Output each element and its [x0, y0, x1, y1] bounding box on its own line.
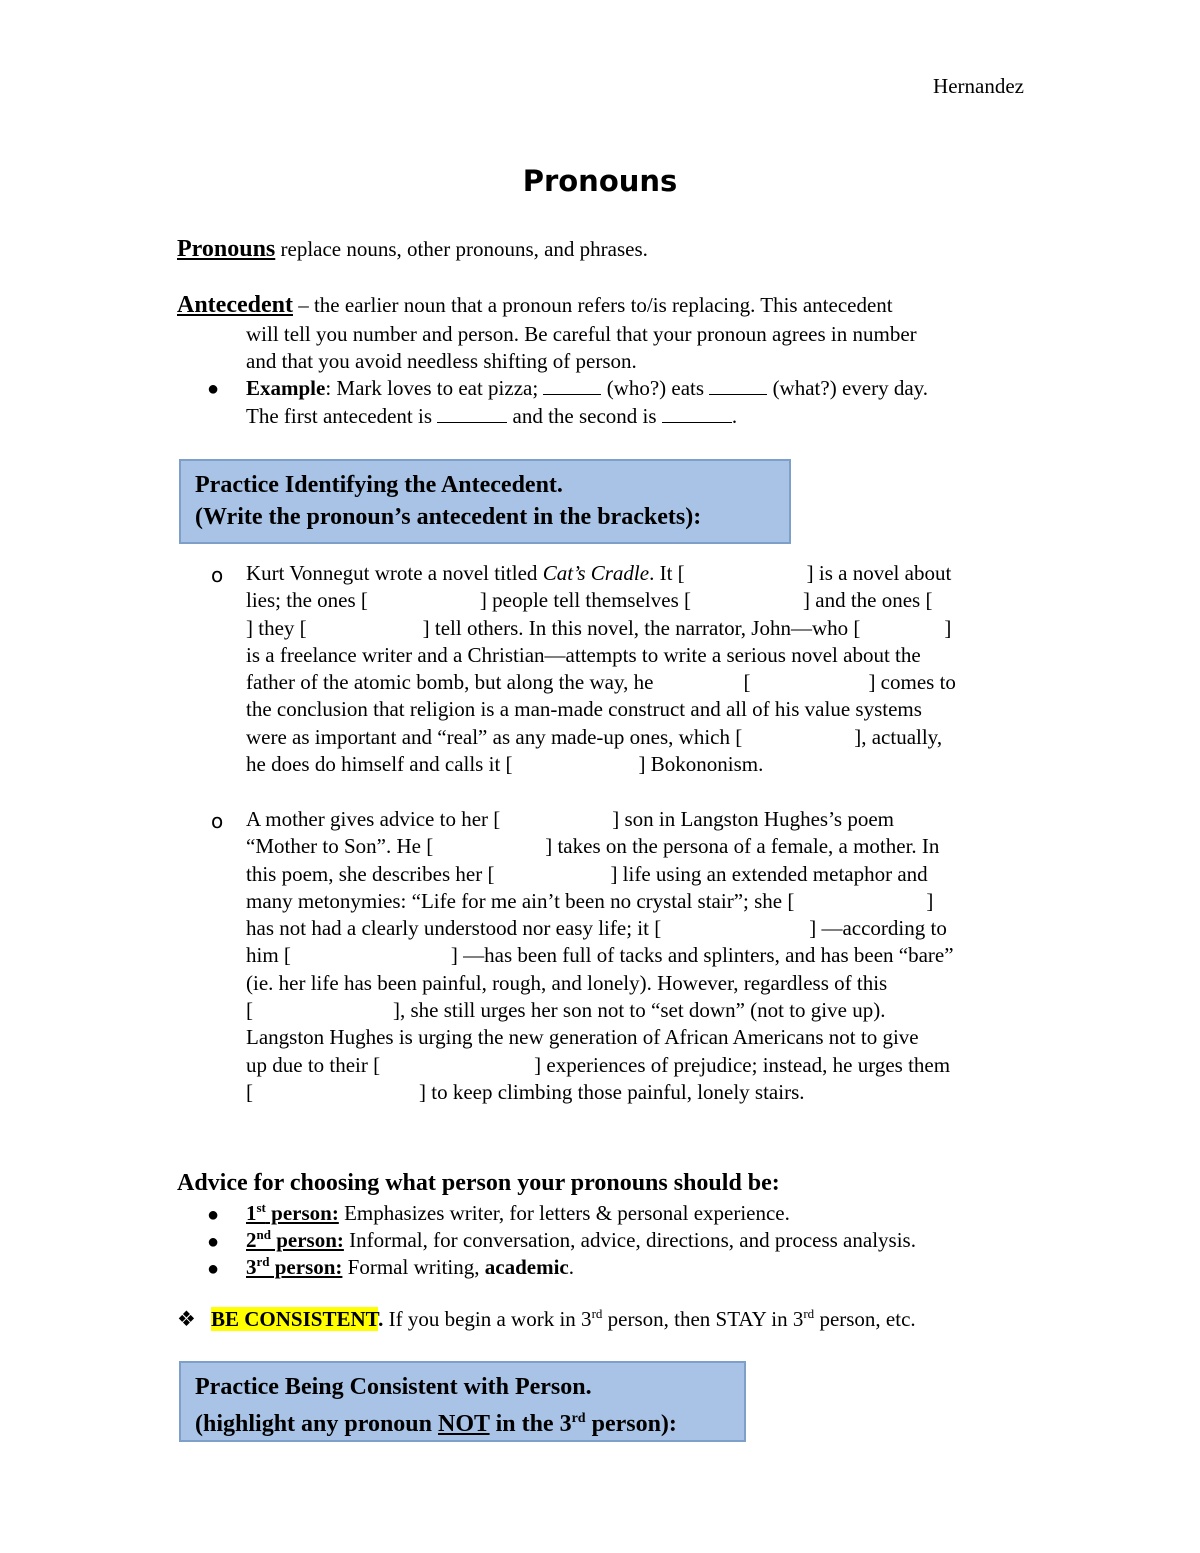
paragraph-line [246, 833, 1026, 860]
box-instruction: (Write the pronoun’s antecedent in the brackets): [195, 504, 702, 530]
text-run: [ [246, 1079, 253, 1104]
paragraph-line [246, 642, 1026, 669]
practice-paragraph-2 [246, 806, 1026, 1106]
paragraph-line [246, 1079, 1026, 1106]
text-run: ] people tell themselves [ [479, 588, 691, 613]
diamond-bullet-icon: ❖ [177, 1307, 196, 1331]
list-marker: o [211, 809, 224, 833]
text-run: ] to keep climbing those painful, lonely stairs. [419, 1079, 805, 1104]
text-run: ] takes on the persona of a female, a mother. In [545, 834, 940, 859]
text-run: A mother gives advice to her [ [246, 807, 501, 831]
example-text: : Mark loves to eat pizza; [325, 376, 544, 400]
text-run: ] —according to [809, 916, 947, 941]
text-run: [ [246, 998, 253, 1023]
box-instruction: (highlight any pronoun NOT in the 3rd person): [195, 1411, 677, 1437]
example-text: (who?) eats [601, 376, 710, 400]
bullet-icon: ● [207, 1231, 220, 1253]
antecedent-definition [177, 292, 1027, 319]
text-run: ] and the ones [ [803, 588, 933, 613]
pronouns-term: Pronouns [177, 236, 276, 262]
text-run: If you begin a work in 3 [383, 1307, 592, 1331]
superscript: rd [591, 1306, 603, 1321]
text-run: many metonymies: “Life for me ain’t been no crystal stair”; she [ [246, 888, 795, 913]
paragraph-line [246, 1024, 1026, 1051]
text-run: (ie. her life has been painful, rough, and lonely). However, regardless of this [246, 970, 888, 995]
text-run: . It [ [649, 561, 685, 585]
advice-text: . [568, 1255, 574, 1279]
header-author: Hernandez [933, 74, 1024, 98]
person-label: 2nd person: [246, 1227, 344, 1252]
page-title: Pronouns [522, 164, 678, 198]
text-run: ], actually, [854, 724, 943, 749]
text-run: he does do himself and calls it [ [246, 752, 513, 777]
advice-item-first-person [246, 1200, 790, 1226]
paragraph-line [246, 970, 1026, 997]
answer-blank[interactable] [709, 376, 767, 395]
paragraph-line [246, 751, 1026, 778]
text-run: ] —has been full of tacks and splinters, and has been “bare” [450, 943, 954, 968]
paragraph-line [246, 942, 1026, 969]
advice-text: Emphasizes writer, for letters & personal experience. [338, 1201, 790, 1225]
example-line1 [246, 375, 1036, 402]
text-run: ] tell others. In this novel, the narrator, John—who [ [422, 615, 861, 640]
paragraph-line [246, 1052, 1026, 1079]
example-label: Example [246, 376, 326, 400]
text-run: father of the atomic bomb, but along the way, he [246, 670, 654, 695]
list-marker: o [211, 563, 224, 587]
text-run: [ [743, 670, 751, 695]
text-run: ] they [ [246, 615, 307, 640]
example-line2 [246, 403, 1036, 430]
person-label: 1st person: [246, 1200, 339, 1225]
text-run: were as important and “real” as any made-up ones, which [ [246, 724, 743, 749]
box-heading: Practice Identifying the Antecedent. [195, 472, 563, 498]
text-run: lies; the ones [ [246, 588, 368, 613]
paragraph-line [246, 669, 1026, 696]
paragraph-line [246, 560, 1026, 587]
text-run: person, then STAY in 3 [602, 1307, 804, 1331]
text-run: “Mother to Son”. He [ [246, 834, 434, 859]
text-run: ] comes to [868, 670, 956, 695]
text-run: ] [944, 615, 952, 640]
text-run: ] Bokononism. [638, 752, 764, 777]
person-label: 3rd person: [246, 1254, 343, 1279]
text-run: ] life using an extended metaphor and [610, 861, 928, 886]
advice-heading: Advice for choosing what person your pronouns should be: [177, 1170, 780, 1196]
example-text: The first antecedent is [246, 404, 438, 428]
example-text: . [731, 404, 738, 428]
superscript: rd [803, 1306, 815, 1321]
bullet-icon: ● [207, 1204, 220, 1226]
paragraph-line [246, 806, 1026, 833]
text-run: ] [926, 888, 934, 913]
text-run: him [ [246, 943, 291, 968]
book-title: Cat’s Cradle [542, 561, 650, 585]
advice-item-second-person [246, 1227, 916, 1253]
advice-item-third-person [246, 1254, 574, 1280]
antecedent-line2: will tell you number and person. Be careful that your pronoun agrees in number [246, 322, 917, 346]
pronouns-text: replace nouns, other pronouns, and phrases. [275, 237, 648, 261]
bullet-icon: ● [207, 378, 220, 400]
paragraph-line [246, 888, 1026, 915]
paragraph-line [246, 615, 1026, 642]
antecedent-line1: – the earlier noun that a pronoun refers to/is replacing. This antecedent [292, 293, 893, 317]
advice-text: Formal writing, [342, 1255, 485, 1279]
pronouns-definition [177, 236, 1027, 263]
text-run: up due to their [ [246, 1052, 381, 1077]
answer-blank[interactable] [662, 404, 732, 423]
text-run: ] son in Langston Hughes’s poem [612, 807, 894, 831]
text-run: ], she still urges her son not to “set down” (not to give up). [393, 998, 886, 1023]
paragraph-line [246, 861, 1026, 888]
answer-blank[interactable] [437, 404, 507, 423]
paragraph-line [246, 997, 1026, 1024]
academic-bold: academic [484, 1255, 569, 1279]
text-run: Langston Hughes is urging the new generation of African Americans not to give [246, 1025, 919, 1050]
text-run: Kurt Vonnegut wrote a novel titled [246, 561, 543, 585]
practice-box-consistency [179, 1361, 746, 1442]
paragraph-line [246, 587, 1026, 614]
be-consistent-highlight: BE CONSISTENT [211, 1307, 379, 1331]
text-run: has not had a clearly understood nor easy life; it [ [246, 916, 662, 941]
text-run: is a freelance writer and a Christian—attempts to write a serious novel about the [246, 642, 921, 667]
paragraph-line [246, 696, 1026, 723]
bullet-icon: ● [207, 1258, 220, 1280]
practice-paragraph-1 [246, 560, 1026, 778]
text-run: person, etc. [814, 1307, 916, 1331]
practice-box-antecedent [179, 459, 791, 544]
consistency-rule [211, 1306, 916, 1332]
answer-blank[interactable] [543, 376, 601, 395]
text-run: ] experiences of prejudice; instead, he urges them [534, 1052, 951, 1077]
paragraph-line [246, 724, 1026, 751]
antecedent-term: Antecedent [177, 292, 293, 318]
paragraph-line [246, 915, 1026, 942]
text-run: . [378, 1307, 384, 1331]
antecedent-line3: and that you avoid needless shifting of person. [246, 349, 637, 373]
box-heading: Practice Being Consistent with Person. [195, 1374, 592, 1400]
advice-text: Informal, for conversation, advice, directions, and process analysis. [343, 1228, 916, 1252]
text-run: this poem, she describes her [ [246, 861, 495, 886]
text-run: the conclusion that religion is a man-made construct and all of his value systems [246, 697, 922, 722]
text-run: ] is a novel about [806, 561, 952, 585]
example-text: and the second is [507, 404, 662, 428]
example-text: (what?) every day. [767, 376, 929, 400]
